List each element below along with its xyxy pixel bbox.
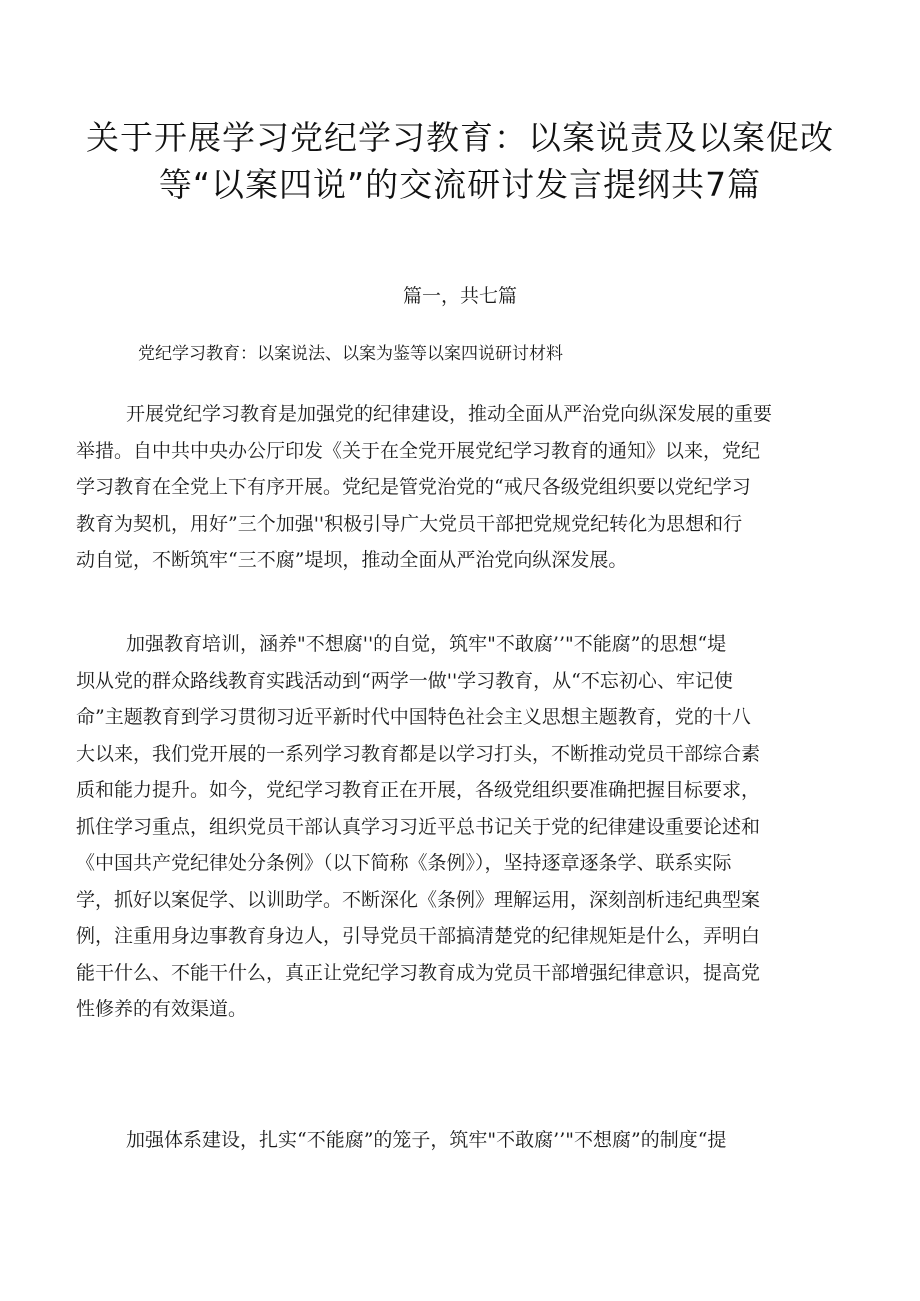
section-heading: 篇一，共七篇 <box>402 285 517 307</box>
document-title-line: 等“以案四说”的交流研讨发言提纲共7篇 <box>158 165 762 204</box>
paragraph-line: 动自觉，不断筑牢“三不腐”堤坝，推动全面从严治党向纵深发展。 <box>76 549 628 571</box>
paragraph-line: 加强教育培训，涵养"不想腐''的自觉，筑牢"不敢腐’’"不能腐”的思想“堤 <box>126 633 727 655</box>
paragraph-line: 坝从党的群众路线教育实践活动到“两学一做''学习教育，从“不忘初心、牢记使 <box>76 669 733 692</box>
body-paragraph-2 <box>76 626 866 1028</box>
paragraph-line: 学，抓好以案促学、以训助学。不断深化《条例》理解运用，深刻剖析违纪典型案 <box>76 888 761 911</box>
paragraph-line: 加强体系建设，扎实“不能腐”的笼子，筑牢"不敢腐’’"不想腐”的制度“提 <box>126 1129 727 1151</box>
paragraph-line: 例，注重用身边事教育身边人，引导党员干部搞清楚党的纪律规矩是什么，弄明白 <box>76 925 761 947</box>
article-subtitle: 党纪学习教育：以案说法、以案为鉴等以案四说研讨材料 <box>138 344 563 364</box>
paragraph-line: 《中国共产党纪律处分条例》（以下简称《条例》），坚持逐章逐条学、联系实际 <box>76 852 732 874</box>
body-paragraph-1 <box>76 396 866 579</box>
paragraph-line: 开展党纪学习教育是加强党的纪律建设，推动全面从严治党向纵深发展的重要 <box>126 403 773 425</box>
body-paragraph-3 <box>76 1122 866 1159</box>
paragraph-line: 质和能力提升。如今，党纪学习教育正在开展，各级党组织要准确把握目标要求， <box>76 779 761 801</box>
paragraph-line: 教育为契机，用好”三个加强''积极引导广大党员干部把党规党纪转化为思想和行 <box>76 512 743 535</box>
paragraph-line: 举措。自中共中央办公厅印发《关于在全党开展党纪学习教育的通知》以来，党纪 <box>76 439 761 462</box>
paragraph-line: 抓住学习重点，组织党员干部认真学习习近平总书记关于党的纪律建设重要论述和 <box>76 815 761 838</box>
paragraph-line: 命”主题教育到学习贯彻习近平新时代中国特色社会主义思想主题教育，党的十八 <box>76 706 751 728</box>
paragraph-line: 学习教育在全党上下有序开展。党纪是管党治党的“戒尺各级党组织要以党纪学习 <box>76 476 751 498</box>
document-title <box>60 114 860 208</box>
paragraph-line: 性修养的有效渠道。 <box>76 998 248 1020</box>
document-title-line: 关于开展学习党纪学习教育：以案说责及以案促改 <box>86 118 834 157</box>
paragraph-line: 大以来，我们党开展的一系列学习教育都是以学习打头，不断推动党员干部综合素 <box>76 742 761 765</box>
paragraph-line: 能干什么、不能干什么，真正让党纪学习教育成为党员干部增强纪律意识，提高党 <box>76 961 761 984</box>
